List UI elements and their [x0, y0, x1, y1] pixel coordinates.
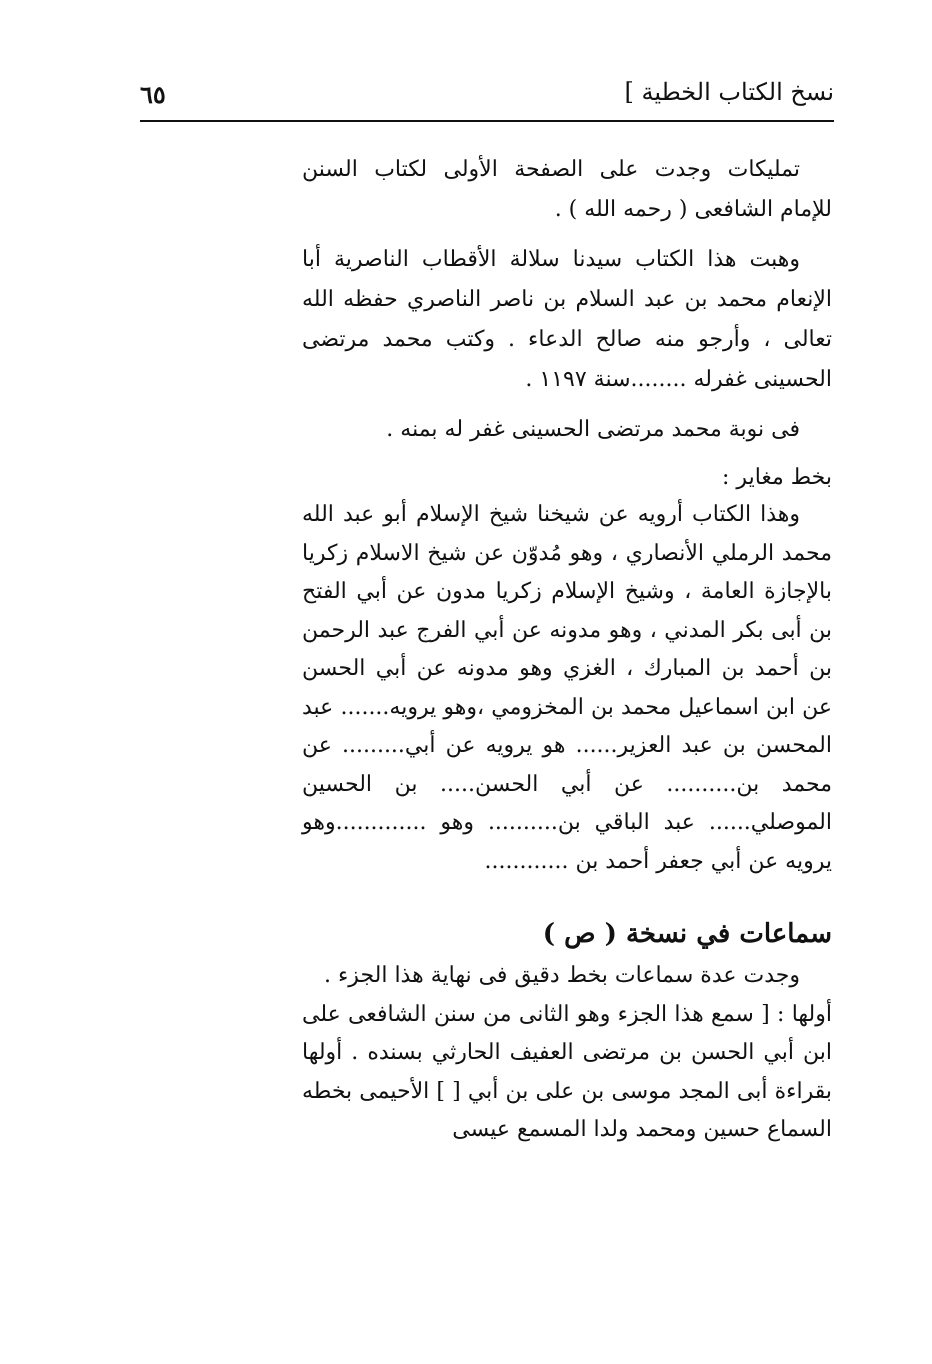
turn-paragraph: فى نوبة محمد مرتضى الحسينى غفر له بمنه .	[386, 417, 800, 442]
different-hand-label: بخط مغاير :	[722, 465, 832, 490]
section-intro: وجدت عدة سماعات بخط دقيق فى نهاية هذا الجزء .	[323, 963, 800, 988]
section-title: سماعات في نسخة ( ص )	[542, 919, 832, 949]
chain-paragraph: وهذا الكتاب أرويه عن شيخنا شيخ الإسلام أبو عبد الله محمد الرملي الأنصاري ، وهو مُدوّن عن شيخ الاسلام زكريا بالإجازة العامة ، وشيخ الإسلام زكريا مدون عن أبي الفتح بن أبى بكر المدني ، وهو مدونه عن أبي الفرج عبد الرحمن بن أحمد بن المبارك ، الغزي وهو مدونه عن أبي الحسن عن ابن اسماعيل محمد بن المخزومي ،وهو يرويه....... عبد المحسن بن عبد العزير...... هو يرويه عن أبي......... عن محمد بن.......... عن أبي الحسن..... بن الحسين الموصلي...... عبد الباقي بن.......... وهو .............وهو يرويه عن أبي جعفر أحمد بن ............	[302, 502, 832, 874]
header-rule	[140, 120, 834, 122]
ownership-paragraph: تمليكات وجدت على الصفحة الأولى لكتاب السنن للإمام الشافعى ( رحمه الله ) .	[302, 157, 832, 222]
section-body: أولها : [ سمع هذا الجزء وهو الثانى من سنن الشافعى على ابن أبي الحسن بن مرتضى العفيف الحارثي بسنده . أولها بقراءة أبى المجد موسى بن على بن أبي [ ] الأحيمى بخطه السماع حسين ومحمد ولدا المسمع عيسى	[302, 1001, 832, 1142]
page-header	[140, 78, 834, 118]
page-number: ٦٥	[140, 80, 166, 109]
page-body	[302, 150, 832, 1150]
running-title: نسخ الكتاب الخطية ]	[624, 78, 834, 106]
gift-paragraph: وهبت هذا الكتاب سيدنا سلالة الأقطاب الناصرية أبا الإنعام محمد بن عبد السلام بن ناصر الناصري حفظه الله تعالى ، وأرجو منه صالح الدعاء . وكتب محمد مرتضى الحسينى غفرله ........سنة ١١٩٧ .	[302, 247, 832, 392]
